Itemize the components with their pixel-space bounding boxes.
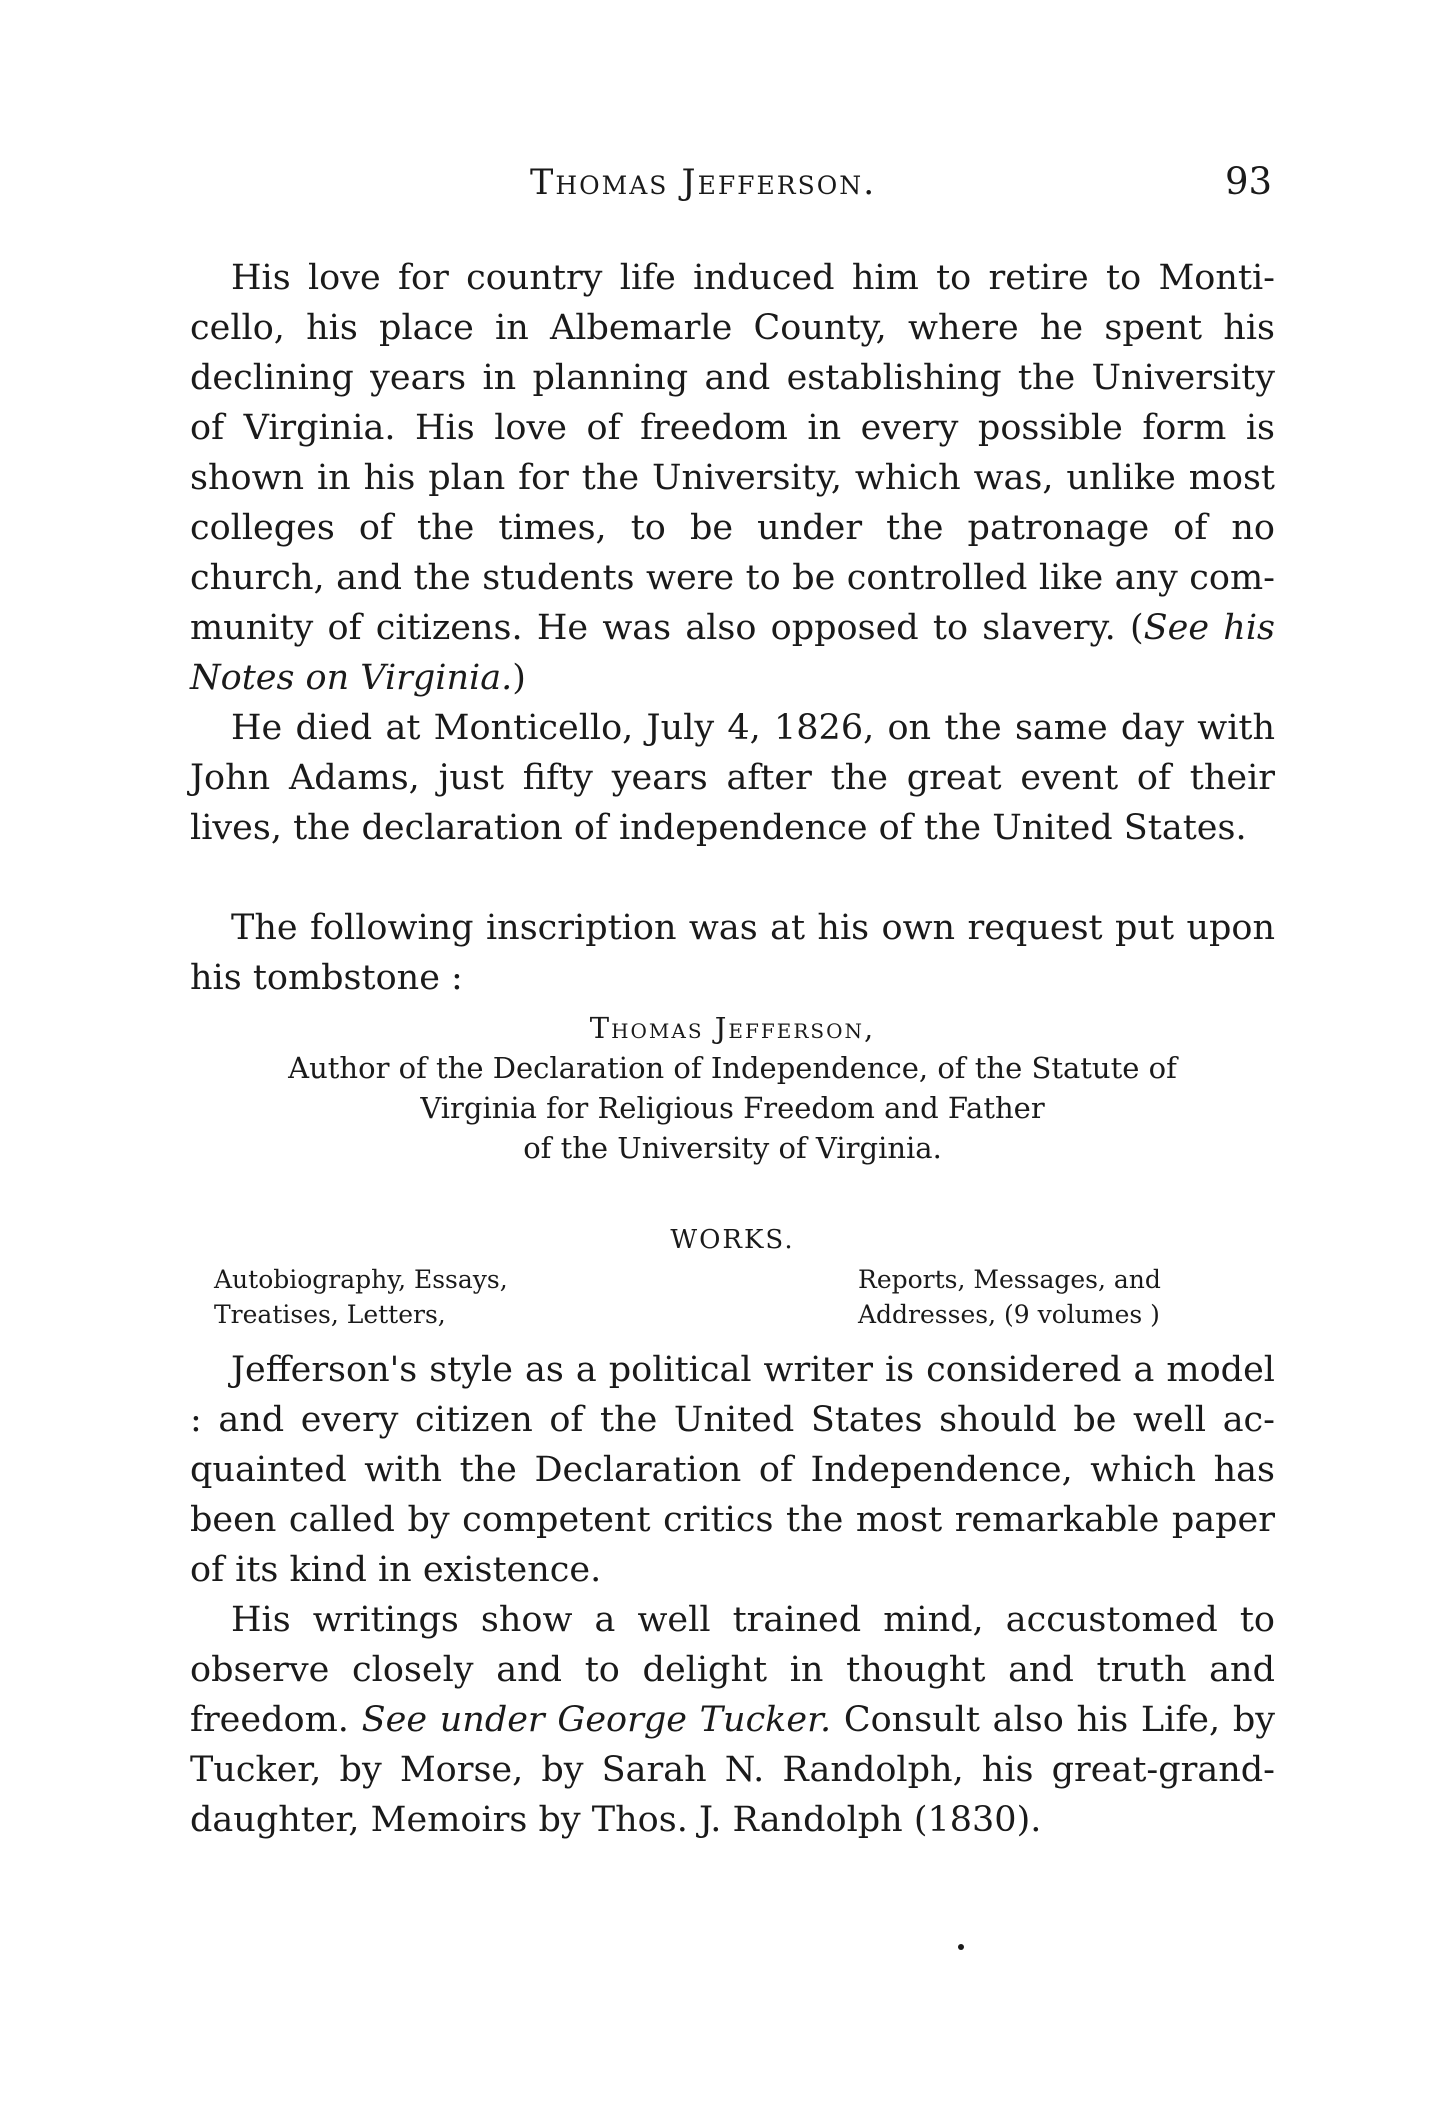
works-heading: WORKS. (670, 1225, 795, 1255)
paragraph-death: He died at Monticello, July 4, 1826, on the same day with John Adams, just fifty years after the great event of their lives, the declaration of independence of the United States. (190, 708, 1275, 848)
paragraph-text: His love for country life induced him to retire to Monticello, his place in Albemarle County, where he spent his declining years in planning and establishing the University of Virginia. His love of freedom in every possible form is shown in his plan for the University, which was, unlike most colleges of the times, to be under the patronage of no church, and the students were to be controlled like any community of citizens. He was also opposed to slavery. ( (190, 258, 1275, 648)
works-list-left (214, 1262, 508, 1332)
page-number: 93 (1225, 160, 1273, 203)
paragraph-inscription-intro: The following inscription was at his own request put upon his tombstone : (190, 908, 1275, 998)
paragraph-retirement (190, 253, 1275, 703)
inscription-line: of the University of Virginia. (523, 1131, 942, 1165)
inscription-line: Author of the Declaration of Independence, of the Statute of (288, 1051, 1177, 1085)
works-item: Reports, Messages, and (858, 1265, 1161, 1294)
works-item: Treatises, Letters, (214, 1300, 446, 1329)
inscription-name: Thomas Jefferson, (589, 1011, 876, 1045)
paragraph-text-end: Consult also his Life, by Tucker, by Morse, by Sarah N. Randolph, his great-grand-daughter, Memoirs by Thos. J. Randolph (1830). (190, 1700, 1276, 1840)
tombstone-inscription (190, 1008, 1275, 1168)
inscription-line: Virginia for Religious Freedom and Father (420, 1091, 1045, 1125)
paragraph-style: Jefferson's style as a political writer is considered a model : and every citizen of the United States should be well acquainted with the Declaration of Independence, which has been called by competent critics the most remarkable paper of its kind in existence. (190, 1350, 1275, 1590)
george-tucker-reference: See under George Tucker. (361, 1700, 832, 1740)
works-item: Addresses, (9 volumes ) (858, 1300, 1160, 1329)
ink-dot (958, 1944, 964, 1950)
paragraph-text: His writings show a well trained mind, accustomed to observe closely and to delight in thought and truth and freedom. (190, 1600, 1275, 1740)
works-item: Autobiography, Essays, (214, 1265, 508, 1294)
running-title: Thomas Jefferson. (530, 163, 877, 203)
works-list-right (858, 1262, 1161, 1332)
paragraph-writings (190, 1595, 1275, 1845)
notes-on-virginia-reference: See his Notes on Virginia. (190, 608, 1275, 698)
paragraph-text-end: ) (512, 658, 526, 698)
